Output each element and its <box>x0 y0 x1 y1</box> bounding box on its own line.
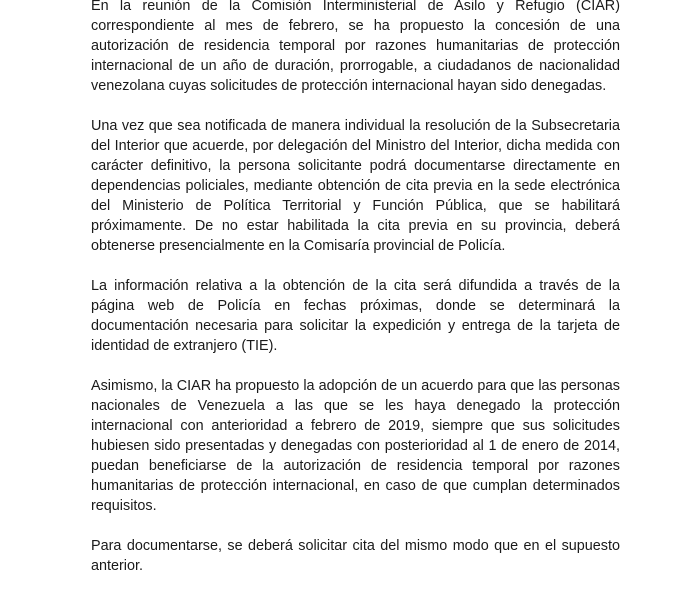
paragraph-appointment-info: La información relativa a la obtención de la cita será difundida a través de la página web de Policía en fechas próximas, donde se determinará la documentación necesaria para solicitar la expedición y entrega de la tarjeta de identidad de extranjero (TIE). <box>91 278 620 354</box>
paragraph-documentation: Para documentarse, se deberá solicitar cita del mismo modo que en el supuesto anterior. <box>91 538 620 574</box>
paragraph-notification-procedure: Una vez que sea notificada de manera individual la resolución de la Subsecretaria del Interior que acuerde, por delegación del Ministro del Interior, dicha medida con carácter definitivo, la persona solicitante podrá documentarse directamente en dependencias policiales, mediante obtención de cita previa en la sede electrónica del Ministerio de Política Territorial y Función Pública, que se habilitará próximamente. De no estar habilitada la cita previa en su provincia, deberá obtenerse presencialmente en la Comisaría provincial de Policía. <box>91 118 620 254</box>
paragraph-ciar-proposal: En la reunión de la Comisión Interministerial de Asilo y Refugio (CIAR) correspondiente al mes de febrero, se ha propuesto la concesión de una autorización de residencia temporal por razones humanitarias de protección internacional de un año de duración, prorrogable, a ciudadanos de nacionalidad venezolana cuyas solicitudes de protección internacional hayan sido denegadas. <box>91 0 620 94</box>
paragraph-venezuela-agreement: Asimismo, la CIAR ha propuesto la adopción de un acuerdo para que las personas nacionales de Venezuela a las que se les haya denegado la protección internacional con anterioridad a febrero de 2019, siempre que sus solicitudes hubiesen sido presentadas y denegadas con posterioridad al 1 de enero de 2014, puedan beneficiarse de la autorización de residencia temporal por razones humanitarias de protección internacional, en caso de que cumplan determinados requisitos. <box>91 378 620 514</box>
document-body <box>91 0 620 596</box>
